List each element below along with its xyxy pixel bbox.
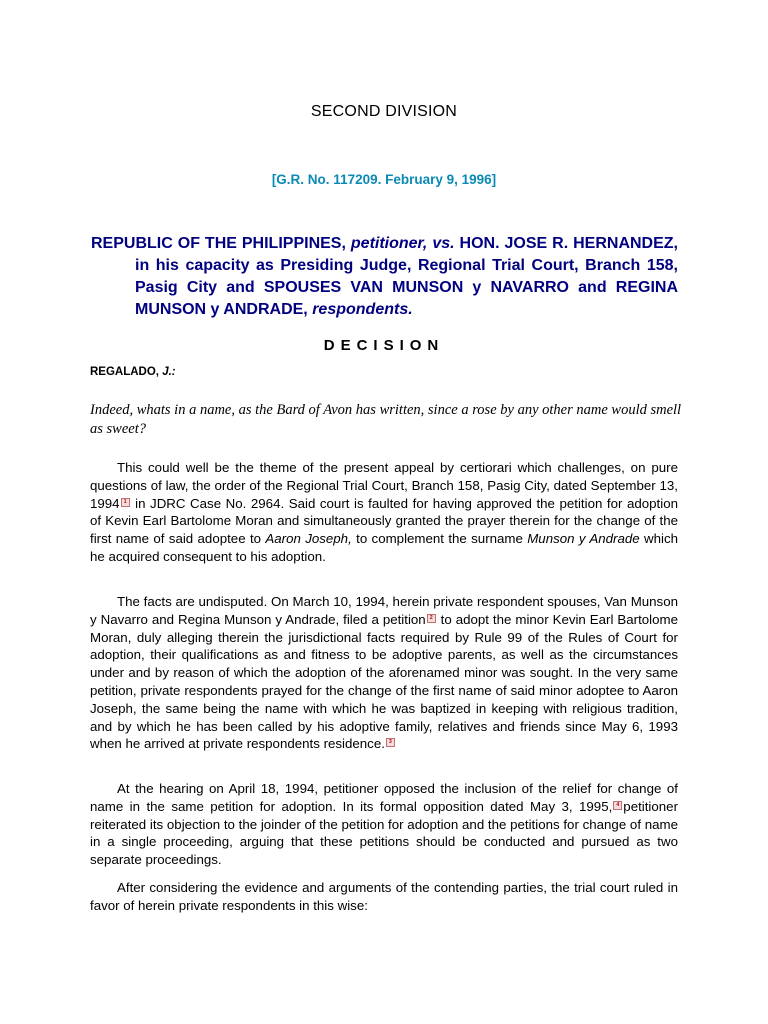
footnote-marker-4[interactable]: 4	[613, 801, 622, 810]
paragraph-1	[90, 459, 678, 566]
versus: vs.	[432, 235, 455, 252]
ponente	[90, 366, 176, 378]
footnote-marker-3[interactable]: 3	[386, 738, 395, 747]
paragraph-text: in JDRC Case No. 2964. Said court is faulted for having approved the petition for adoption of Kevin Earl Bartolome Moran and simultaneously granted the prayer therein for the change of the first name of said adoptee to	[90, 495, 678, 547]
division-heading: SECOND DIVISION	[310, 103, 458, 120]
epigraph: Indeed, whats in a name, as the Bard of Avon has written, since a rose by any other name would smell as sweet?	[90, 402, 682, 437]
case-parties	[91, 233, 678, 321]
paragraph-text: This could well be the theme of the present appeal by certiorari which challenges, on pure questions of law, the order of the Regional Trial Court, Branch 158, Pasig City, dated September 13, 1994	[90, 460, 678, 511]
paragraph-text: At the hearing on April 18, 1994, petitioner opposed the inclusion of the relief for change of name in the same petition for adoption. In its formal opposition dated May 3, 1995,	[90, 781, 678, 814]
paragraph-text-italic: Munson y Andrade	[527, 531, 640, 547]
respondents-role: respondents.	[312, 301, 413, 318]
ponente-suffix: J.:	[162, 366, 176, 378]
respondents-names: HON. JOSE R. HERNANDEZ, in his capacity as Presiding Judge, Regional Trial Court, Branch 158, Pasig City and SPOUSES VAN MUNSON y NAVARRO and REGINA MUNSON y ANDRADE,	[135, 235, 678, 318]
footnote-marker-1[interactable]: 1	[121, 498, 130, 507]
paragraph-text-italic: Aaron Joseph,	[265, 531, 352, 547]
case-number: [G.R. No. 117209. February 9, 1996]	[271, 172, 497, 187]
petitioner-name: REPUBLIC OF THE PHILIPPINES,	[91, 235, 346, 252]
ponente-name: REGALADO,	[90, 366, 159, 378]
petitioner-role: petitioner,	[350, 235, 428, 252]
paragraph-text: to complement the surname	[351, 531, 528, 547]
paragraph-text: The facts are undisputed. On March 10, 1994, herein private respondent spouses, Van Munson y Navarro and Regina Munson y Andrade, filed a petition	[90, 594, 678, 627]
paragraph-4	[90, 879, 678, 915]
paragraph-text: After considering the evidence and arguments of the contending parties, the trial court ruled in favor of herein private respondents in this wise:	[90, 880, 678, 913]
decision-heading: DECISION	[323, 337, 445, 354]
paragraph-text: which he acquired consequent to his adoption.	[90, 531, 678, 564]
paragraph-2	[90, 593, 678, 753]
paragraph-3	[90, 780, 678, 869]
footnote-marker-2[interactable]: 2	[427, 614, 436, 623]
paragraph-text: petitioner reiterated its objection to the joinder of the petition for adoption and the petitions for change of name in a single proceeding, arguing that these petitions should be conducted and pursued as two separate proceedings.	[90, 798, 678, 868]
paragraph-text: to adopt the minor Kevin Earl Bartolome Moran, duly alleging therein the jurisdictional facts required by Rule 99 of the Rules of Court for adoption, their qualifications as and fitness to be adoptive parents, as well as the circumstances under and by reason of which the adoption of the aforenamed minor was sought. In the very same petition, private respondents prayed for the change of the first name of said minor adoptee to Aaron Joseph, the same being the name with which he was baptized in keeping with religious tradition, and by which he has been called by his adoptive family, relatives and friends since May 6, 1993 when he arrived at private respondents residence.	[90, 611, 678, 752]
